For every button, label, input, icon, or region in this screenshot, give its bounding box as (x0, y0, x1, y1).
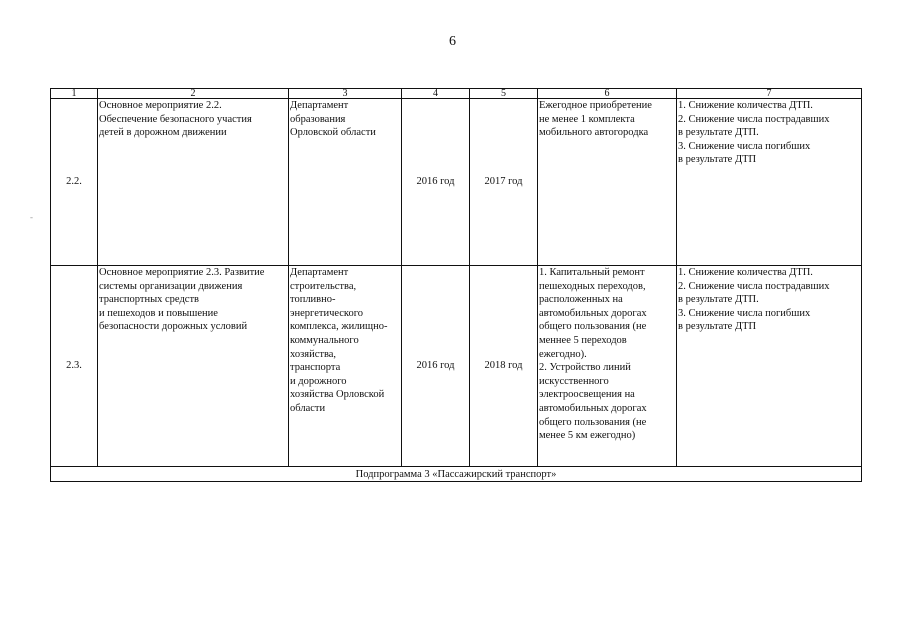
measure-expected-result (538, 266, 677, 467)
measure-start-year: 2016 год (402, 266, 470, 467)
cell-line: не менее 1 комплекта (539, 113, 635, 125)
cell-line: системы организации движения (99, 280, 243, 292)
measure-end-year: 2018 год (470, 266, 538, 467)
column-number: 6 (538, 89, 677, 99)
cell-line: Обеспечение безопасного участия (99, 113, 252, 125)
cell-line: в результате ДТП (678, 321, 757, 333)
cell-line: 3. Снижение числа погибших (678, 140, 811, 152)
cell-line: комплекса, жилищно- (290, 321, 388, 333)
cell-line: менее 5 км ежегодно) (539, 430, 636, 442)
cell-line: в результате ДТП (678, 154, 757, 166)
cell-line: пешеходных переходов, (539, 280, 646, 292)
cell-line: мобильного автогородка (539, 127, 649, 139)
cell-line: электроосвещения на (539, 389, 635, 401)
cell-line: 1. Капитальный ремонт (539, 267, 645, 278)
cell-line: в результате ДТП. (678, 294, 759, 306)
cell-line: автомобильных дорогах (539, 307, 647, 319)
cell-line: общего пользования (не (539, 321, 647, 333)
cell-line: Департамент (290, 267, 349, 278)
column-number-row (51, 89, 862, 99)
page-number: 6 (449, 34, 456, 49)
cell-line: транспорта (290, 362, 341, 374)
cell-line: хозяйства, (290, 348, 337, 360)
measure-indicators (677, 99, 862, 266)
cell-line: Основное мероприятие 2.3. Развитие (99, 267, 265, 278)
measure-activity (98, 266, 289, 467)
cell-line: транспортных средств (99, 294, 200, 306)
cell-line: общего пользования (не (539, 416, 647, 428)
cell-line: энергетического (290, 307, 364, 319)
cell-line: 2. Снижение числа пострадавших (678, 113, 830, 125)
cell-line: искусственного (539, 375, 609, 387)
cell-line: образования (290, 113, 346, 125)
cell-line: 1. Снижение количества ДТП. (678, 100, 813, 111)
measure-number: 2.3. (51, 266, 98, 467)
column-number: 5 (470, 89, 538, 99)
measure-executor (289, 99, 402, 266)
cell-line: ежегодно). (539, 348, 587, 360)
measure-expected-result (538, 99, 677, 266)
measure-number: 2.2. (51, 99, 98, 266)
column-number: 1 (51, 89, 98, 99)
table-row (51, 266, 862, 467)
cell-line: Орловской области (290, 127, 376, 139)
cell-line: детей в дорожном движении (99, 127, 227, 139)
cell-line: безопасности дорожных условий (99, 321, 248, 333)
cell-line: Основное мероприятие 2.2. (99, 100, 222, 111)
subprogram-row (51, 467, 862, 482)
table-row (51, 99, 862, 266)
measure-start-year: 2016 год (402, 99, 470, 266)
column-number: 3 (289, 89, 402, 99)
column-number: 4 (402, 89, 470, 99)
cell-line: Ежегодное приобретение (539, 100, 652, 111)
cell-line: расположенных на (539, 294, 623, 306)
column-number: 2 (98, 89, 289, 99)
cell-line: 2. Устройство линий (539, 362, 631, 374)
cell-line: хозяйства Орловской (290, 389, 385, 401)
measure-activity (98, 99, 289, 266)
measures-table (50, 88, 862, 482)
cell-line: 2. Снижение числа пострадавших (678, 280, 830, 292)
cell-line: области (290, 402, 326, 414)
cell-line: топливно- (290, 294, 336, 306)
margin-mark: - (30, 212, 33, 222)
cell-line: 3. Снижение числа погибших (678, 307, 811, 319)
column-number: 7 (677, 89, 862, 99)
cell-line: коммунального (290, 334, 359, 346)
cell-line: и дорожного (290, 375, 347, 387)
measure-indicators (677, 266, 862, 467)
subprogram-title: Подпрограмма 3 «Пассажирский транспорт» (51, 467, 862, 482)
measure-end-year: 2017 год (470, 99, 538, 266)
cell-line: в результате ДТП. (678, 127, 759, 139)
cell-line: Департамент (290, 100, 349, 111)
measure-executor (289, 266, 402, 467)
cell-line: 1. Снижение количества ДТП. (678, 267, 813, 278)
cell-line: меннее 5 переходов (539, 334, 627, 346)
cell-line: строительства, (290, 280, 357, 292)
cell-line: автомобильных дорогах (539, 402, 647, 414)
cell-line: и пешеходов и повышение (99, 307, 218, 319)
